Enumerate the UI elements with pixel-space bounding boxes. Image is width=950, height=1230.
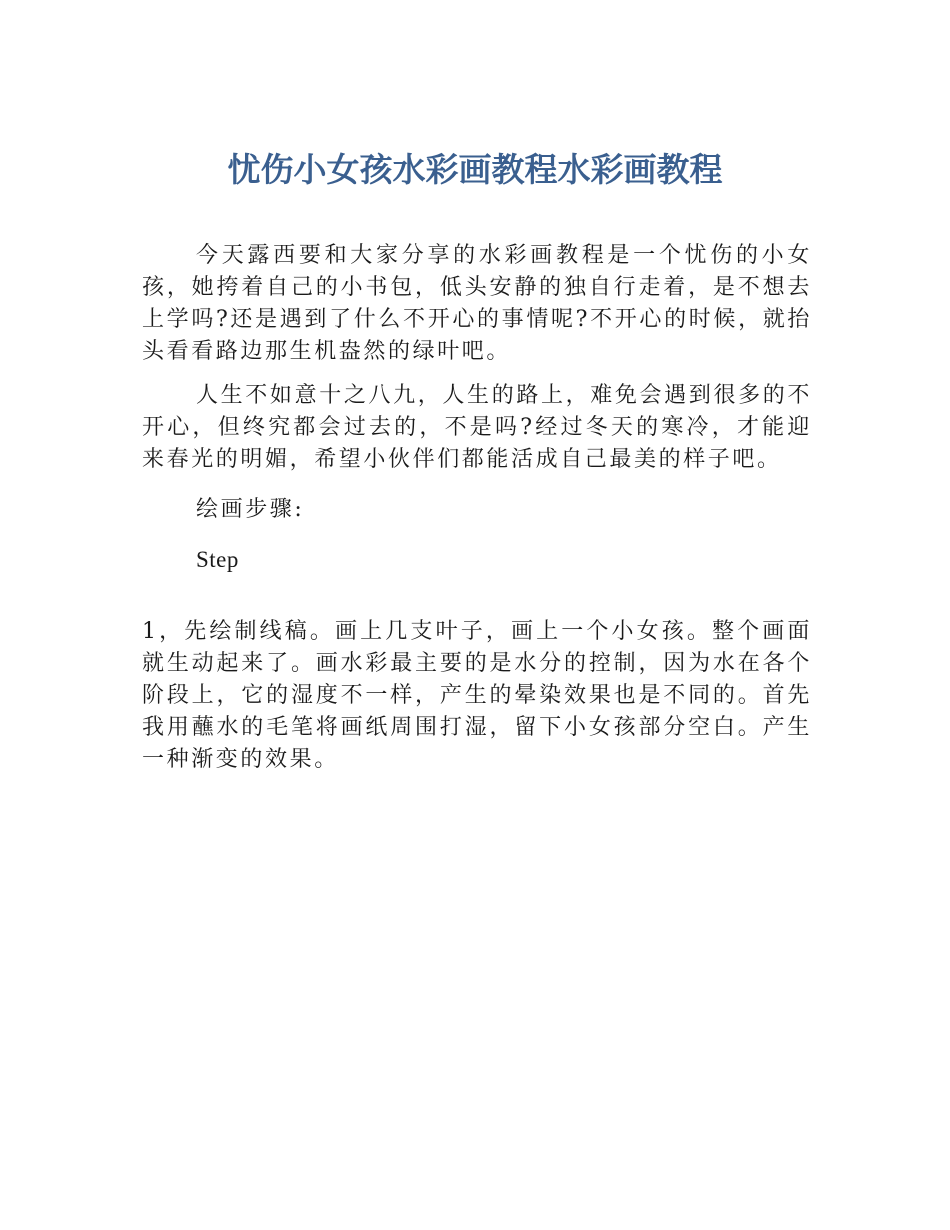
- reflection-paragraph: 人生不如意十之八九，人生的路上，难免会遇到很多的不开心，但终究都会过去的，不是吗?经过冬天的寒冷，才能迎来春光的明媚，希望小伙伴们都能活成自己最美的样子吧。: [142, 383, 812, 472]
- document-body: [142, 240, 812, 776]
- step-label: Step: [196, 547, 239, 572]
- document-title: 忧伤小女孩水彩画教程水彩画教程: [227, 150, 723, 189]
- step-one-paragraph: 1，先绘制线稿。画上几支叶子，画上一个小女孩。整个画面就生动起来了。画水彩最主要的是水分的控制，因为水在各个阶段上，它的湿度不一样，产生的晕染效果也是不同的。首先我用蘸水的毛笔将画纸周围打湿，留下小女孩部分空白。产生一种渐变的效果。: [142, 619, 812, 772]
- steps-heading: 绘画步骤:: [196, 497, 305, 522]
- intro-paragraph: 今天露西要和大家分享的水彩画教程是一个忧伤的小女孩，她挎着自己的小书包，低头安静的独自行走着，是不想去上学吗?还是遇到了什么不开心的事情呢?不开心的时候，就抬头看看路边那生机盎然的绿叶吧。: [142, 243, 812, 364]
